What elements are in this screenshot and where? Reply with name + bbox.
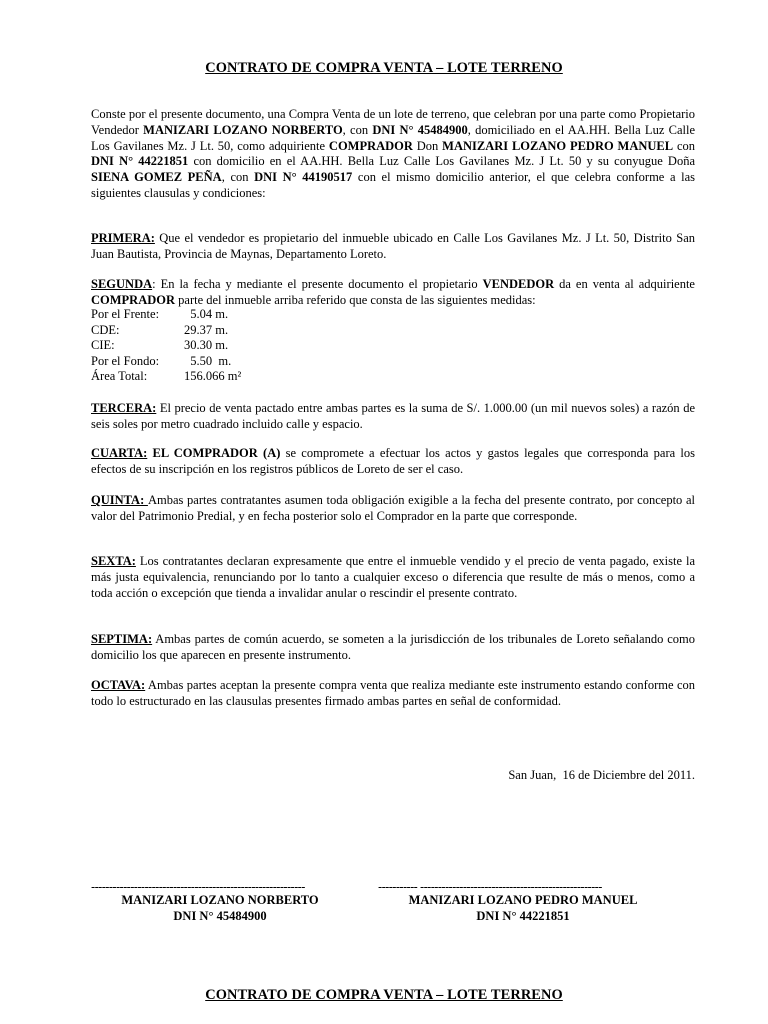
body-text: , con xyxy=(221,170,255,185)
measure-label: Por el Fondo: xyxy=(91,353,160,368)
clause-label: PRIMERA: xyxy=(91,231,155,245)
signature-block-seller xyxy=(91,893,349,924)
body-text: Conste por el presente documento, una Compra Venta de un lote de terreno, que celebran por una parte como Propietario Vendedor xyxy=(91,107,695,137)
clause-octava xyxy=(91,678,695,710)
measure-label: CIE: xyxy=(91,338,115,353)
body-text: con xyxy=(673,138,695,153)
measure-value: 29.37 m. xyxy=(184,322,229,337)
clause-label: QUINTA: xyxy=(91,493,148,507)
bold-text: COMPRADOR xyxy=(328,138,413,153)
measure-row xyxy=(91,369,391,385)
bold-text: DNI N° 45484900 xyxy=(372,122,468,137)
bold-text: SIENA GOMEZ PEÑA xyxy=(91,170,222,185)
measure-row xyxy=(91,323,391,339)
clause-quinta xyxy=(91,493,695,525)
measure-label: CDE: xyxy=(91,322,120,337)
body-text: con domicilio en el AA.HH. Bella Luz Calle Los Gavilanes Mz. J Lt. 50 y su conyugue Doña xyxy=(188,154,696,169)
measure-row xyxy=(91,354,391,370)
measure-label: Área Total: xyxy=(91,369,148,384)
bold-text: MANIZARI LOZANO PEDRO MANUEL xyxy=(442,138,674,153)
clause-label: SEXTA: xyxy=(91,554,136,568)
body-text: Que el vendedor es propietario del inmueble ubicado en Calle Los Gavilanes Mz. J Lt. 50, Distrito San Juan Bautista, Provincia de Maynas, Departamento Loreto. xyxy=(91,231,695,261)
body-text: Don xyxy=(412,138,443,153)
measure-row xyxy=(91,307,391,323)
bold-text: DNI N° 44221851 xyxy=(91,154,189,169)
measure-value: 156.066 m² xyxy=(184,369,242,384)
clause-primera xyxy=(91,231,695,263)
document-title: CONTRATO DE COMPRA VENTA – LOTE TERRENO xyxy=(205,60,563,76)
document-title-repeat: CONTRATO DE COMPRA VENTA – LOTE TERRENO xyxy=(205,987,563,1003)
clause-label: SEGUNDA xyxy=(91,277,153,291)
clause-tercera xyxy=(91,401,695,433)
signature-block-buyer xyxy=(378,893,668,924)
body-text: Ambas partes aceptan la presente compra venta que realiza mediante este instrumento estando conforme con todo lo estructurado en las clausulas presentes firmado ambas partes en señal de conformidad. xyxy=(91,678,695,708)
clause-label: SEPTIMA: xyxy=(91,632,153,646)
measure-value: 5.04 m. xyxy=(184,307,229,321)
seller-name: MANIZARI LOZANO NORBERTO xyxy=(121,893,319,907)
body-text: , domiciliado en el AA.HH. Bella Luz Calle Los Gavilanes Mz. J Lt. 50, como adquiriente xyxy=(91,122,695,153)
body-text: parte del inmueble arriba referido que consta de las siguientes medidas: xyxy=(175,292,536,307)
clause-label: CUARTA: xyxy=(91,446,148,460)
body-text: : En la fecha y mediante el presente documento el propietario xyxy=(152,277,483,291)
seller-dni: DNI N° 45484900 xyxy=(173,908,267,923)
body-text: se compromete a efectuar los actos y gastos legales que corresponda para los efectos de su inscripción en los registros públicos de Loreto de ser el caso. xyxy=(91,446,695,476)
clause-sexta xyxy=(91,554,695,601)
clause-label: OCTAVA: xyxy=(91,678,146,692)
signature-line-buyer: ----------- --------------------------------------------------- xyxy=(378,880,602,894)
buyer-name: MANIZARI LOZANO PEDRO MANUEL xyxy=(408,893,638,907)
buyer-dni: DNI N° 44221851 xyxy=(476,908,570,923)
clause-septima xyxy=(91,632,695,664)
bold-text: VENDEDOR xyxy=(482,277,555,291)
body-text: El precio de venta pactado entre ambas partes es la suma de S/. 1.000.00 (un mil nuevos soles) a razón de seis soles por metro cuadrado incluido calle y espacio. xyxy=(91,401,695,431)
body-text: , con xyxy=(342,122,373,137)
body-text: da en venta al adquiriente xyxy=(554,277,695,291)
measure-value: 5.50 m. xyxy=(184,353,232,368)
intro-paragraph xyxy=(91,107,695,202)
clause-label: TERCERA: xyxy=(91,401,157,415)
body-text: con el mismo domicilio anterior, el que celebra conforme a las siguientes clausulas y condiciones: xyxy=(91,170,695,200)
bold-text: COMPRADOR xyxy=(91,292,176,307)
bold-text: EL COMPRADOR (A) xyxy=(152,446,281,460)
bold-text: MANIZARI LOZANO NORBERTO xyxy=(143,122,343,137)
measure-value: 30.30 m. xyxy=(184,338,229,353)
measure-row xyxy=(91,338,391,354)
signing-date: San Juan, 16 de Diciembre del 2011. xyxy=(508,768,695,782)
signature-line-seller: ------------------------------------------------------------ xyxy=(91,880,305,894)
clause-cuarta xyxy=(91,446,695,478)
measures-list xyxy=(91,307,391,385)
bold-text: DNI N° 44190517 xyxy=(254,170,353,185)
body-text: Ambas partes contratantes asumen toda obligación exigible a la fecha del presente contrato, por concepto al valor del Patrimonio Predial, y en fecha posterior solo el Comprador en la parte que corresponde. xyxy=(91,493,695,523)
measure-label: Por el Frente: xyxy=(91,307,160,321)
clause-segunda xyxy=(91,277,695,309)
body-text: Ambas partes de común acuerdo, se someten a la jurisdicción de los tribunales de Loreto señalando como domicilio los que aparecen en presente instrumento. xyxy=(91,632,695,662)
body-text: Los contratantes declaran expresamente que entre el inmueble vendido y el precio de venta pagado, existe la más justa equivalencia, renunciando por lo tanto a cualquier exceso o diferencia que resulte de más o menos, como a toda acción o excepción que tienda a invalidar anular o rescindir el presente contrato. xyxy=(91,554,695,600)
